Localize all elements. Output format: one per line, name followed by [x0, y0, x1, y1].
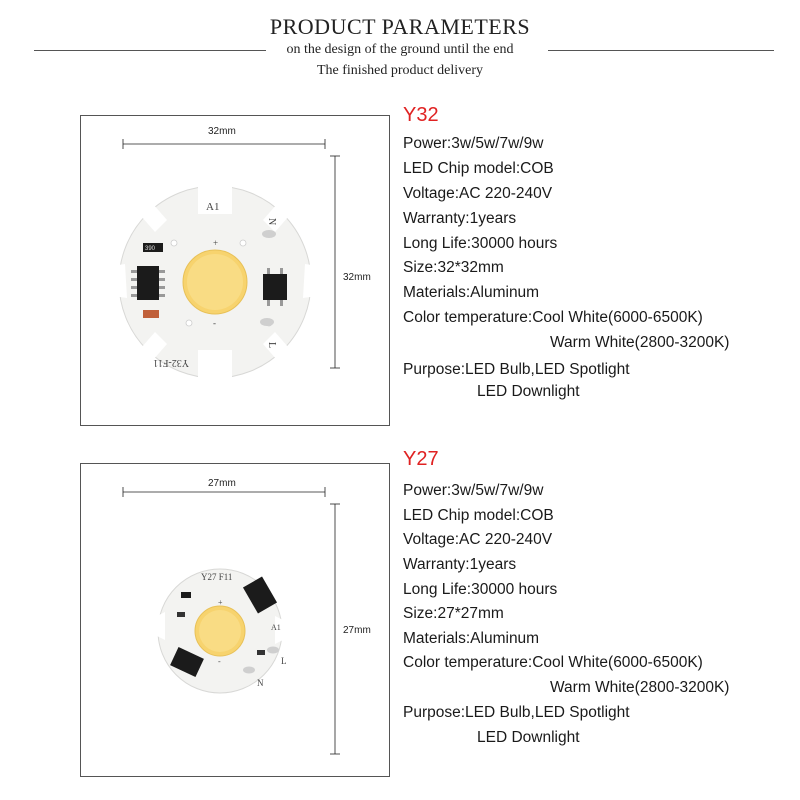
- spec-purpose: Purpose:LED Bulb,LED Spotlight: [403, 361, 630, 378]
- svg-text:-: -: [213, 318, 216, 328]
- board-diagram-y32: [81, 116, 389, 425]
- board-label-top: A1: [206, 201, 220, 213]
- product-image-y32: [80, 115, 390, 426]
- model-title-y32: Y32: [403, 104, 439, 126]
- capacitor-component: [143, 310, 159, 318]
- header-subtitle: on the design of the ground until the end: [286, 42, 514, 57]
- spec-size: Size:32*32mm: [403, 259, 504, 276]
- spec-color-temp: Color temperature:Cool White(6000-6500K): [403, 654, 703, 671]
- svg-text:+: +: [218, 598, 223, 607]
- pcb-board-y27: [157, 569, 287, 693]
- spec-color-temp: Color temperature:Cool White(6000-6500K): [403, 309, 703, 326]
- model-title-y27: Y27: [403, 448, 439, 470]
- board-diagram-y27: [81, 464, 389, 776]
- spec-chip: LED Chip model:COB: [403, 160, 554, 177]
- spec-purpose: Purpose:LED Bulb,LED Spotlight: [403, 704, 630, 721]
- spec-voltage: Voltage:AC 220-240V: [403, 185, 553, 202]
- pad-l: [267, 647, 279, 654]
- svg-text:390: 390: [145, 246, 156, 252]
- spec-life: Long Life:30000 hours: [403, 581, 558, 598]
- header-subtitle-2: The finished product delivery: [316, 63, 483, 78]
- spec-materials: Materials:Aluminum: [403, 284, 540, 301]
- dim-width-label: 32mm: [208, 126, 236, 137]
- spec-voltage: Voltage:AC 220-240V: [403, 531, 553, 548]
- spec-size: Size:27*27mm: [403, 605, 504, 622]
- spec-materials: Materials:Aluminum: [403, 630, 540, 647]
- spec-warranty: Warranty:1years: [403, 210, 517, 227]
- spec-power: Power:3w/5w/7w/9w: [403, 482, 544, 499]
- pad-n: [243, 667, 255, 674]
- dim-height-label: 27mm: [343, 625, 371, 636]
- dim-height-label: 32mm: [343, 272, 371, 283]
- page-title: PRODUCT PARAMETERS: [269, 14, 531, 39]
- pad-n: [262, 230, 276, 238]
- pad-l: [260, 318, 274, 326]
- spec-power: Power:3w/5w/7w/9w: [403, 135, 544, 152]
- spec-life: Long Life:30000 hours: [403, 235, 558, 252]
- svg-text:N: N: [257, 678, 264, 688]
- resistor-component: [181, 592, 191, 598]
- svg-text:L: L: [266, 342, 277, 349]
- board-label-bottom: Y32-F11: [153, 357, 189, 368]
- spec-purpose-2: LED Downlight: [477, 383, 580, 400]
- spec-purpose-2: LED Downlight: [477, 729, 580, 746]
- spec-warranty: Warranty:1years: [403, 556, 517, 573]
- spec-color-temp-warm: Warm White(2800-3200K): [550, 679, 730, 696]
- svg-text:+: +: [213, 238, 219, 248]
- svg-text:N: N: [266, 218, 277, 226]
- product-image-y27: [80, 463, 390, 777]
- pcb-board-y32: [111, 184, 319, 384]
- dim-width-label: 27mm: [208, 478, 236, 489]
- spec-chip: LED Chip model:COB: [403, 507, 554, 524]
- board-label-side: A1: [271, 623, 281, 632]
- board-label-top: Y27 F11: [201, 572, 233, 582]
- spec-color-temp-warm: Warm White(2800-3200K): [550, 334, 730, 351]
- svg-text:L: L: [281, 656, 287, 666]
- svg-text:-: -: [218, 657, 221, 666]
